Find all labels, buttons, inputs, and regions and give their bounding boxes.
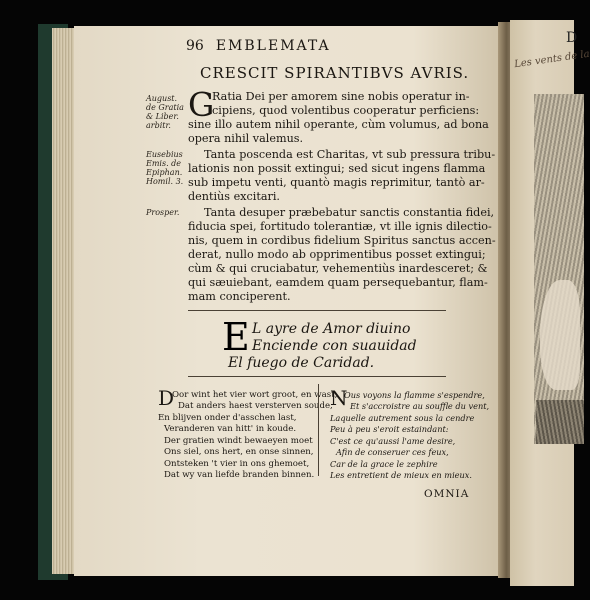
latin-line: derat, nullo modo ab opprimentibus posset extingui; (188, 248, 486, 261)
column-divider (318, 384, 319, 476)
latin-line: dentiùs excitari. (188, 190, 280, 203)
divider-rule (188, 376, 446, 377)
dutch-line: Der gratien windt bewaeyen moet (164, 436, 313, 446)
margin-note-line: August. (146, 94, 178, 103)
spanish-line: El fuego de Caridad. (228, 355, 375, 371)
latin-line: mam conciperent. (188, 290, 291, 303)
latin-line: nis, quem in cordibus fidelium Spiritus sanctus accen- (188, 234, 496, 247)
dutch-line: Oor wint het vier wort groot, en wast, (172, 390, 338, 400)
margin-note-line: Epiphan. (146, 168, 183, 177)
french-line: Les entretient de mieux en mieux. (330, 470, 473, 480)
dutch-line: En blijven onder d'asschen last, (158, 413, 297, 423)
margin-note-line: Homil. 3. (146, 177, 184, 186)
margin-note-eusebius (146, 150, 183, 186)
french-drop-cap: N (330, 386, 348, 410)
french-line: Peu à peu s'eroit estaindant: (330, 424, 449, 434)
french-line: Ous voyons la flamme s'espendre, (344, 390, 485, 400)
dutch-line: Ontsteken 't vier in ons ghemoet, (164, 459, 310, 469)
latin-line: fiducia spei, fortitudo tolerantiæ, vt ille ignis dilectio- (188, 220, 492, 233)
latin-line: sine illo autem nihil operante, cùm volumus, ad bona (188, 118, 489, 131)
latin-line: Tanta poscenda est Charitas, vt sub pressura tribu- (204, 148, 496, 161)
french-line: Et s'accroistre au souffle du vent, (350, 401, 490, 411)
dutch-line: Dat wy van liefde branden binnen. (164, 470, 315, 480)
margin-note-line: Eusebius (146, 150, 183, 159)
latin-line: Tanta desuper præbebatur sanctis constantia fidei, (204, 206, 495, 219)
divider-rule (188, 310, 446, 311)
right-page (510, 20, 590, 586)
margin-note-line: arbitr. (146, 121, 171, 130)
french-line: C'est ce qu'aussi l'ame desire, (330, 436, 456, 446)
engraving-figure (540, 280, 580, 390)
handwritten-note: Les vents de la (513, 48, 590, 71)
latin-line: Ratia Dei per amorem sine nobis operatur in- (212, 90, 470, 103)
dutch-line: Veranderen van hitt' in koude. (164, 424, 297, 434)
margin-note-prosper (146, 208, 179, 217)
spanish-drop-cap: E (222, 315, 250, 359)
dutch-line: Dat anders haest versterven soude, (178, 401, 333, 411)
emblem-motto: CRESCIT SPIRANTIBVS AVRIS. (200, 64, 470, 82)
french-line: Afin de conseruer ces feux, (336, 447, 449, 457)
dutch-drop-cap: D (158, 386, 175, 410)
catchword: OMNIA (424, 488, 470, 500)
margin-note-line: Emis. de (146, 159, 182, 168)
running-head (186, 38, 331, 54)
running-title: EMBLEMATA (215, 38, 331, 54)
engraving-illustration (534, 94, 584, 444)
spanish-line: L ayre de Amor diuino (252, 321, 411, 337)
margin-note-augustine (146, 94, 184, 130)
spanish-line: Enciende con suauidad (252, 338, 417, 354)
french-line: Car de la grace le zephire (330, 459, 438, 469)
latin-line: cùm & qui cruciabatur, vehementiùs inardesceret; & (188, 262, 488, 275)
engraving-ground (536, 400, 584, 444)
page-number: 96 (186, 38, 204, 54)
margin-note-line: de Gratia (146, 103, 184, 112)
latin-line: cipiens, quod volentibus cooperatur perficiens: (212, 104, 480, 117)
latin-drop-cap: G (188, 85, 215, 124)
margin-note-line: & Liber. (146, 112, 179, 121)
latin-line: opera nihil valemus. (188, 132, 304, 145)
latin-line: lationis non possit extingui; sed sicut ingens flamma (188, 162, 486, 175)
latin-line: sub impetu venti, quantò magis reprimitur, tantò ar- (188, 176, 485, 189)
latin-line: qui sæuiebant, eamdem quam persequebantur, flam- (188, 276, 488, 289)
dutch-line: Ons siel, ons hert, en onse sinnen, (164, 447, 314, 457)
french-line: Laquelle autrement sous la cendre (330, 413, 475, 423)
margin-note-line: Prosper. (146, 208, 180, 217)
facing-page-title: D (566, 30, 578, 46)
